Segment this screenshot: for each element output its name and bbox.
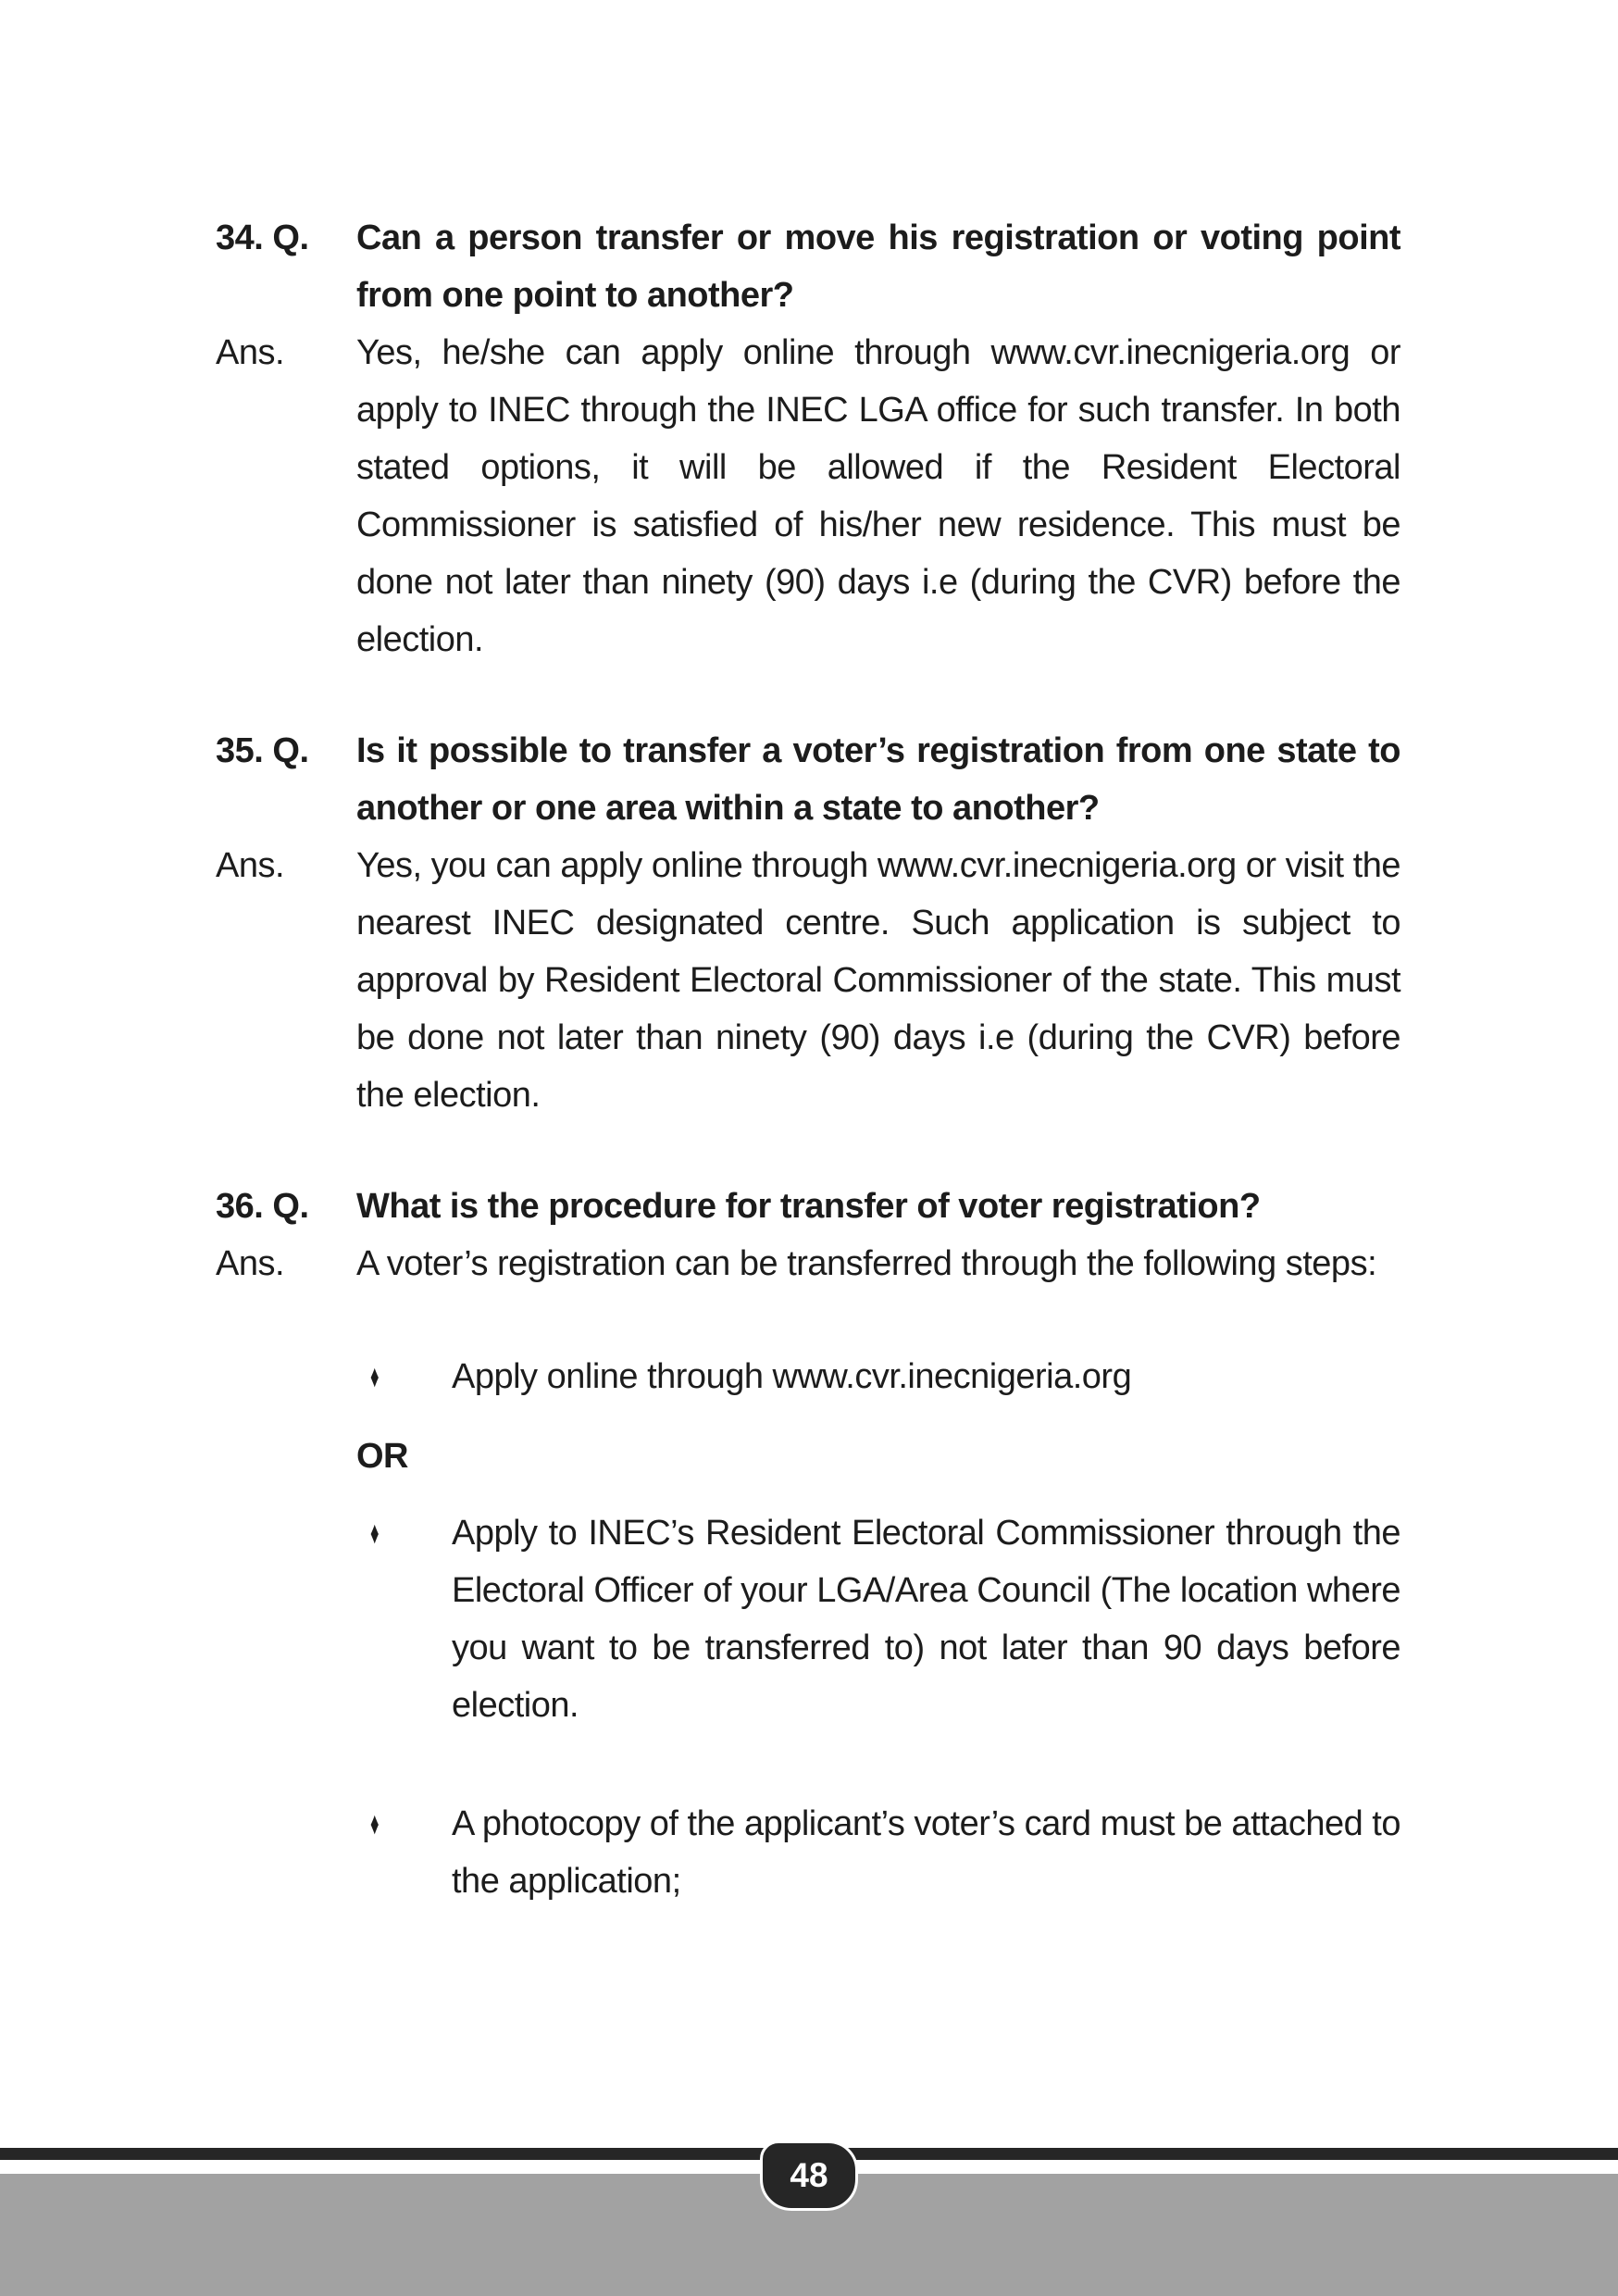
answer-intro-text: A voter’s registration can be transferred through the following steps: [356, 1244, 1377, 1283]
question-row [216, 209, 1400, 324]
answer-row [216, 324, 1400, 668]
page-footer [0, 2140, 1618, 2296]
diamond-bullet-icon: ♦ [370, 1806, 380, 1841]
question-text: Can a person transfer or move his registration or voting point from one point to another? [356, 218, 1400, 315]
question-text: Is it possible to transfer a voter’s registration from one state to another or one area within a state to another? [356, 731, 1400, 828]
page-content [216, 209, 1400, 1910]
bullet-item [356, 1504, 1400, 1734]
answer-text: Yes, he/she can apply online through www.cvr.inecnigeria.org or apply to INEC through the INEC LGA office for such transfer. In both stated options, it will be allowed if the Resident Electoral Commissioner is satisfied of his/her new residence. This must be done not later than ninety (90) days i.e (during the CVR) before the election. [356, 333, 1400, 659]
diamond-bullet-icon: ♦ [370, 1359, 380, 1394]
ans-label: Ans. [216, 846, 285, 885]
bullet-text: A photocopy of the applicant’s voter’s card must be attached to the application; [452, 1804, 1400, 1901]
question-row [216, 722, 1400, 837]
qa-number-label: 34. Q. [216, 218, 309, 257]
ans-label: Ans. [216, 333, 285, 372]
qa-number-label: 36. Q. [216, 1187, 309, 1226]
bullet-text: Apply online through www.cvr.inecnigeria.org [452, 1357, 1132, 1396]
question-text: What is the procedure for transfer of voter registration? [356, 1187, 1261, 1226]
answer-row [216, 837, 1400, 1124]
bullet-text: Apply to INEC’s Resident Electoral Commissioner through the Electoral Officer of your LGA/Area Council (The location where you want to be transferred to) not later than 90 days before election. [452, 1514, 1400, 1725]
bullet-list-primary [356, 1348, 1400, 1405]
qa-item-34 [216, 209, 1400, 668]
ans-label: Ans. [216, 1244, 285, 1283]
question-row [216, 1178, 1400, 1235]
page-number-text: 48 [790, 2156, 828, 2194]
answer-row [216, 1235, 1400, 1910]
bullet-item [356, 1348, 1400, 1405]
bullet-list-secondary [356, 1504, 1400, 1910]
qa-item-35 [216, 722, 1400, 1124]
diamond-bullet-icon: ♦ [370, 1516, 380, 1551]
answer-text: Yes, you can apply online through www.cvr.inecnigeria.org or visit the nearest INEC designated centre. Such application is subject to approval by Resident Electoral Commissioner of the state. This must be done not later than ninety (90) days i.e (during the CVR) before the election. [356, 846, 1400, 1115]
qa-number-label: 35. Q. [216, 731, 309, 770]
page-number-badge [760, 2140, 858, 2211]
qa-item-36 [216, 1178, 1400, 1910]
bullet-item [356, 1795, 1400, 1910]
or-separator: OR [356, 1437, 408, 1476]
answer-body [356, 1235, 1400, 1910]
